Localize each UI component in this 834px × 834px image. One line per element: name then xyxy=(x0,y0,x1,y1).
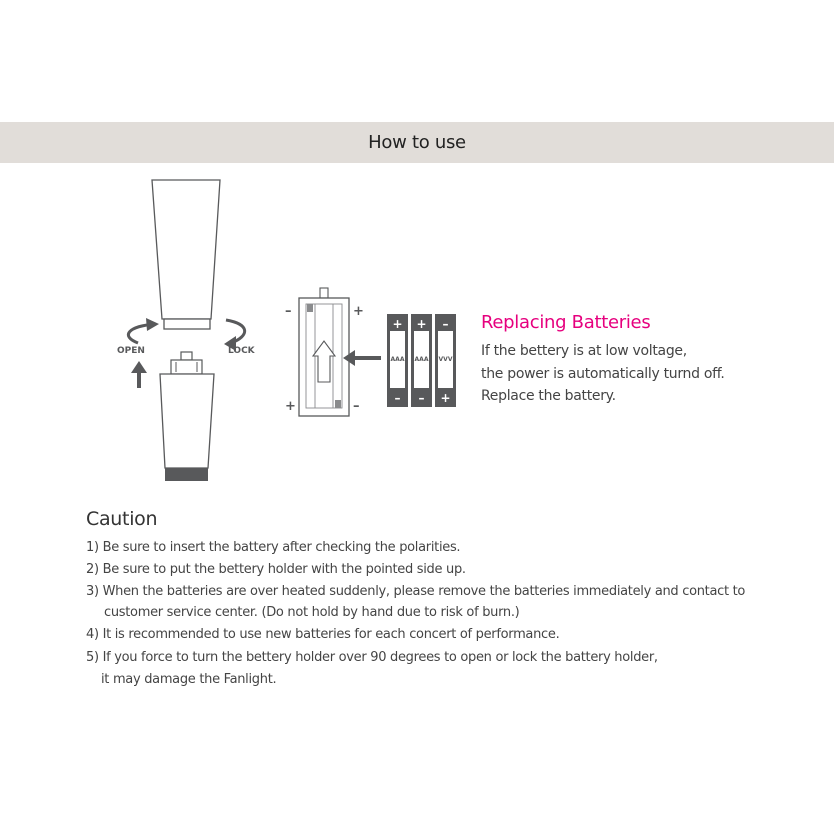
replacing-batteries-title: Replacing Batteries xyxy=(481,312,651,333)
svg-text:–: – xyxy=(418,391,425,405)
caution-item-2: 2) Be sure to put the bettery holder with the pointed side up. xyxy=(86,562,466,577)
fanlight-upper-body xyxy=(152,180,220,319)
caution-title: Caution xyxy=(86,508,158,530)
battery-2 xyxy=(411,314,432,407)
page-title: How to use xyxy=(368,132,466,153)
holder-plus-top: + xyxy=(353,304,364,319)
svg-text:–: – xyxy=(394,391,401,405)
battery-3 xyxy=(435,314,456,407)
battery-holder-pin xyxy=(320,288,328,298)
holder-plus-bottom: + xyxy=(285,399,296,414)
caution-item-5: 5) If you force to turn the bettery holder over 90 degrees to open or lock the battery holder, xyxy=(86,650,658,665)
replacing-line-3: Replace the battery. xyxy=(481,388,616,404)
svg-text:+: + xyxy=(440,391,451,405)
battery-2-label: AAA xyxy=(414,356,429,363)
caution-item-4: 4) It is recommended to use new batteries for each concert of performance. xyxy=(86,627,560,642)
replacing-line-2: the power is automatically turnd off. xyxy=(481,366,725,382)
up-arrow-head-icon xyxy=(131,361,147,373)
holder-pin xyxy=(181,352,192,360)
caution-item-3-cont: customer service center. (Do not hold by hand due to risk of burn.) xyxy=(104,605,520,620)
caution-item-5-cont: it may damage the Fanlight. xyxy=(101,672,277,687)
fanlight-upper-collar xyxy=(164,319,210,329)
battery-1 xyxy=(387,314,408,407)
open-label: OPEN xyxy=(117,346,145,356)
svg-text:+: + xyxy=(416,317,427,331)
replacing-line-1: If the bettery is at low voltage, xyxy=(481,343,687,359)
battery-1-label: AAA xyxy=(390,356,405,363)
caution-item-3: 3) When the batteries are over heated suddenly, please remove the batteries immediately and contact to xyxy=(86,584,746,599)
battery-3-label: VVV xyxy=(438,356,453,363)
svg-text:–: – xyxy=(442,317,449,331)
holder-minus-bottom: – xyxy=(353,399,360,414)
caution-item-1: 1) Be sure to insert the battery after checking the polarities. xyxy=(86,540,461,555)
holder-minus-top: – xyxy=(285,304,292,319)
fanlight-lower-base xyxy=(165,468,208,481)
lock-label: LOCK xyxy=(228,346,255,356)
svg-text:+: + xyxy=(392,317,403,331)
rotate-left-arrowhead-icon xyxy=(146,318,159,331)
fanlight-lower-body xyxy=(160,374,214,468)
